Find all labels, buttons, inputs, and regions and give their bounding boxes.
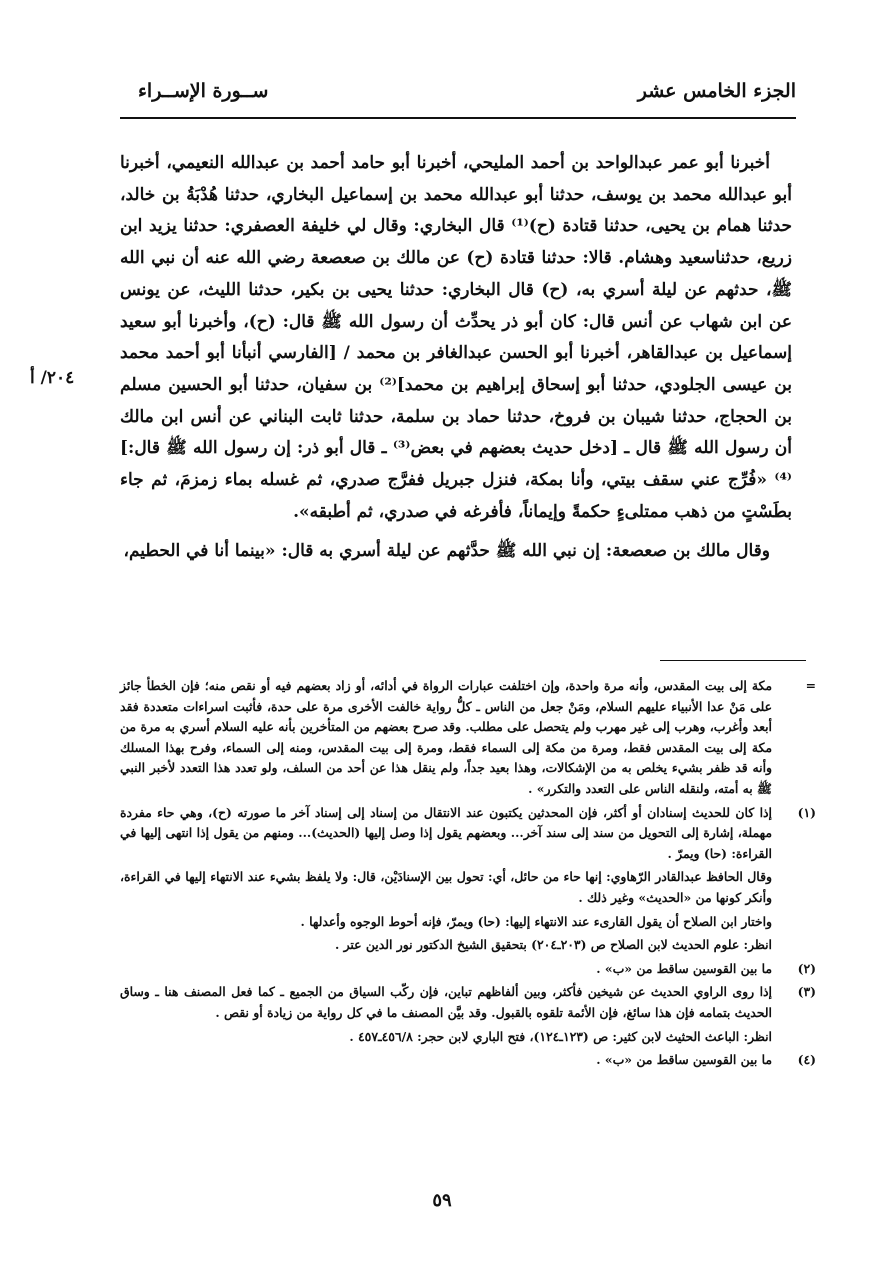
footnote <box>120 912 816 933</box>
footnote-mark: (٣) <box>797 984 816 1000</box>
body-paragraph: وقال مالك بن صعصعة: إن نبي الله ﷺ حدَّثهم عن ليلة أسري به قال: «بينما أنا في الحطيم، <box>123 541 770 562</box>
footnote-text: واختار ابن الصلاح أن يقول القارىء عند الانتهاء إليها: (حا) ويمرّ، فإنه أحوط الوجوه وأعدلها . <box>300 913 772 929</box>
footnote-mark: (٤) <box>797 1052 816 1068</box>
footnote-text: مكة إلى بيت المقدس، وأنه مرة واحدة، وإن اختلفت عبارات الرواة في أدائه، أو زاد بعضهم فيه أو نقص منه؛ فإن الخطأ جائز على مَنْ عدا الأنبياء عليهم السلام، ومَنْ جعل من الناس ـ كلُّ رواية خالفت الأخرى مرة على حدة، فأثبت اسراءات متعددة فقد أبعد وأغرب، وهرب إلى غير مهرب ولم يتحصل على مطلب. وقد صرح بعضهم من المتأخرين بأنه عليه السلام أسري به مرة من مكة إلى بيت المقدس فقط، ومرة من مكة إلى السماء فقط، ومرة إلى بيت المقدس، ومنه إلى السماء، وفرح بهذا المسلك وأنه قد ظفر بشيء يخلص به من الإشكالات، وهذا بعيد جداً، ولم ينقل هذا عن أحد من السلف، ولو تعدد هذا التعدد لأخبر النبي ﷺ به أمته، ولنقله الناس على التعدد والتكرر» . <box>120 678 772 796</box>
footnote-text: إذا كان للحديث إسنادان أو أكثر، فإن المحدثين يكتبون عند الانتقال من إسناد إلى إسناد آخر ما صورته (ح)، وهي حاء مفردة مهملة، إشارة إلى التحويل من سند إلى سند آخر... وبعضهم يقول إذا وصل إليها (الحديث)... ومنهم من يقول إذا انتهى إليها في القراءة: (حا) ويمرّ . <box>120 804 772 861</box>
footnote-mark: (١) <box>797 804 816 820</box>
footnote-text: ما بين القوسين ساقط من «ب» . <box>596 1052 772 1068</box>
footnote <box>120 1050 816 1071</box>
footnote <box>120 935 816 956</box>
margin-folio-note: ٢٠٤/ أ <box>30 368 75 388</box>
footnote-mark: (٢) <box>797 960 816 976</box>
footnote-text: انظر: الباعث الحثيث لابن كثير: ص (١٢٣ـ١٢٤)، فتح الباري لابن حجر: ٤٥٦/٨ـ٤٥٧ . <box>349 1028 772 1044</box>
footnotes <box>120 676 816 1071</box>
footnote <box>120 867 816 908</box>
surah-header: ســورة الإســراء <box>138 80 269 102</box>
footnote-text: وقال الحافظ عبدالقادر الرّهاوي: إنها حاء من حائل، أي: تحول بين الإسنادَيْن، قال: ولا يلفظ بشيء عند الانتهاء إليها في القراءة، وأنكر كونها من «الحديث» وغير ذلك . <box>120 869 772 905</box>
part-header: الجزء الخامس عشر <box>637 80 796 102</box>
footnote-mark: = <box>805 678 816 693</box>
footnote <box>120 1027 816 1048</box>
body-paragraph: أخبرنا أبو عمر عبدالواحد بن أحمد المليحي، أخبرنا أبو حامد أحمد بن عبدالله النعيمي، أخبرنا أبو عبدالله محمد بن يوسف، حدثنا أبو عبدالله محمد بن إسماعيل البخاري، حدثنا هُدْبَةُ بن خالد، حدثنا همام بن يحيى، حدثنا قتادة (ح)⁽¹⁾ قال البخاري: وقال لي خليفة العصفري: حدثنا يزيد ابن زريع، حدثناسعيد وهشام. قالا: حدثنا قتادة (ح) عن مالك بن صعصعة رضي الله عنه أن نبي الله ﷺ، حدثهم عن ليلة أسري به، (ح) قال البخاري: حدثنا يحيى بن بكير، حدثنا الليث، عن يونس عن ابن شهاب عن أنس قال: كان أبو ذر يحدِّث أن رسول الله ﷺ قال: (ح)، وأخبرنا أبو سعيد إسماعيل بن عبدالقاهر، أخبرنا أبو الحسن عبدالغافر بن محمد / [الفارسي أنبأنا أبو أحمد محمد بن عيسى الجلودي، حدثنا أبو إسحاق إبراهيم بن محمد]⁽²⁾ بن سفيان، حدثنا أبو الحسين مسلم بن الحجاج، حدثنا شيبان بن فروخ، حدثنا حماد بن سلمة، حدثنا ثابت البناني عن أنس ابن مالك أن رسول الله ﷺ قال ـ [دخل حديث بعضهم في بعض⁽³⁾ ـ قال أبو ذر: إن رسول الله ﷺ قال:]⁽⁴⁾ «فُرِّج عني سقف بيتي، وأنا بمكة، فنزل جبريل ففرَّج صدري، ثم غسله بماء زمزمَ، ثم جاء بطَسْتٍ من ذهب ممتلىءٍ حكمةً وإيماناً، فأفرغه في صدري، ثم أطبقه». <box>120 153 793 522</box>
footnote <box>120 676 816 800</box>
footnote-text: إذا روى الراوي الحديث عن شيخين فأكثر، وبين ألفاظهم تباين، فإن ركّب السياق من الجميع ـ كما فعل المصنف هنا ـ وساق الحديث بتمامه فإن هذا سائغ، فإن الأئمة تلقوه بالقبول. وقد بيَّن المصنف ما في كل رواية من زيادة أو نقص . <box>120 984 772 1020</box>
footnote <box>120 959 816 980</box>
footnote-rule <box>660 660 806 661</box>
header-rule <box>120 117 796 119</box>
footnote-text: ما بين القوسين ساقط من «ب» . <box>596 960 772 976</box>
page-number: ٥٩ <box>432 1190 452 1211</box>
footnote-text: انظر: علوم الحديث لابن الصلاح ص (٢٠٣ـ٢٠٤) بتحقيق الشيخ الدكتور نور الدين عتر . <box>334 937 772 953</box>
main-text <box>120 148 792 568</box>
footnote <box>120 982 816 1023</box>
footnote <box>120 803 816 865</box>
